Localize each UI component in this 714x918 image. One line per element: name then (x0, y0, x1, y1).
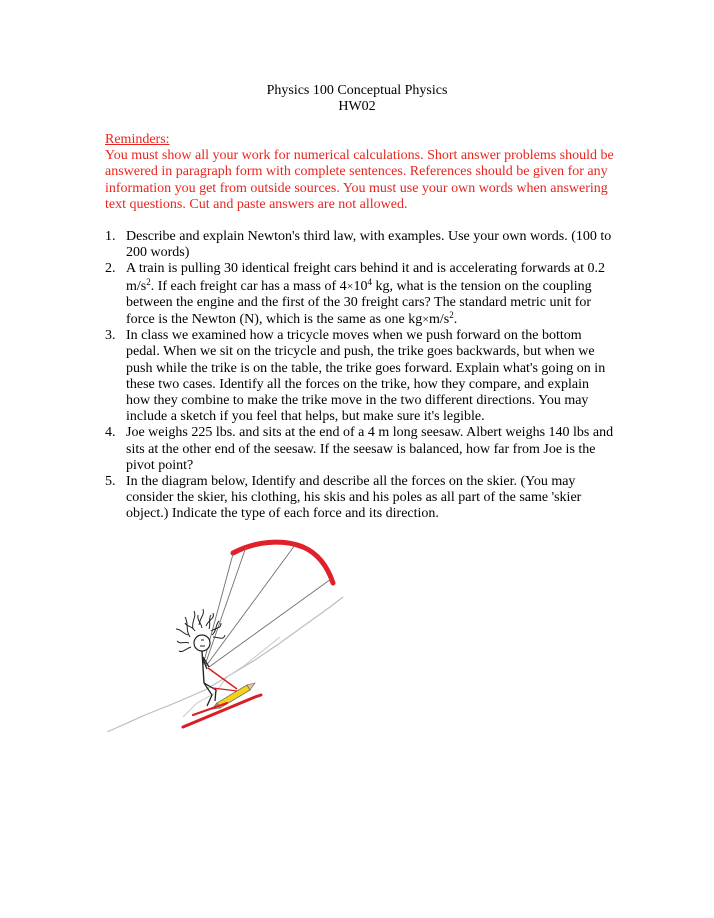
kite-line (205, 547, 246, 665)
question-text (126, 261, 615, 328)
question-number: 4. (105, 425, 116, 441)
skier-torso (202, 651, 204, 683)
question-text: In the diagram below, Identify and describe all the forces on the skier. (You may consider the skier, his clothing, his skis and his poles as all part of the same 'skier object.) Indicate the type of each force and its direction. (126, 474, 582, 522)
multiply-sign: × (346, 278, 354, 293)
skier-head (194, 635, 210, 651)
kite-canopy (233, 542, 333, 583)
ski (193, 703, 227, 715)
reminders-text: You must show all your work for numerical calculations. Short answer problems should be answered in paragraph form with complete sentences. References should be given for any information you get from outside sources. You must use your own words when answering text questions. Cut and paste answers are not allowed. (105, 148, 614, 212)
question-text-part: kg, what is the tension on the coupling between the engine and the first of the 30 freight cars? The standard metric unit for force is the Newton (N), which is the same as one kg (126, 278, 592, 328)
question-number: 3. (105, 328, 116, 344)
question-item (105, 425, 615, 474)
question-text-part: . (453, 312, 458, 328)
course-title: Physics 100 Conceptual Physics (266, 83, 448, 98)
question-item (105, 229, 615, 261)
question-text-part: m/s (429, 312, 450, 328)
question-text: Describe and explain Newton's third law, with examples. Use your own words. (100 to 200 words) (126, 229, 612, 261)
reminders-block (105, 132, 615, 213)
question-text-part: 10 (353, 278, 368, 294)
question-text-part: A train is pulling 30 identical freight cars behind it and is accelerating forwards at 0.2 m/s (126, 261, 605, 294)
exponent: 2 (449, 310, 454, 321)
question-number: 1. (105, 229, 116, 244)
multiply-sign: × (422, 312, 430, 327)
kite-line (209, 579, 331, 667)
question-item (105, 261, 615, 328)
slope-line (107, 597, 343, 732)
question-list (105, 229, 615, 523)
reminders-title: Reminders: (105, 132, 170, 147)
question-item (105, 474, 615, 523)
question-text: In class we examined how a tricycle moves when we push forward on the bottom pedal. When we sit on the tricycle and push, the trike goes backwards, but when we push while the trike is on the table, the trike goes forward. Explain what's going on in these two cases. Identify all the forces on the trike, how they compare, and explain how they combine to make the trike move in the two different directions. You may include a sketch if you feel that helps, but make sure it's legible. (126, 328, 606, 425)
document-header (0, 83, 714, 115)
question-item (105, 328, 615, 425)
exponent: 4 (367, 276, 372, 287)
question-text-part: . If each freight car has a mass of 4 (150, 278, 347, 294)
question-text: Joe weighs 225 lbs. and sits at the end of a 4 m long seesaw. Albert weighs 140 lbs and sits at the other end of the seesaw. If the seesaw is balanced, how far from Joe is the pivot point? (126, 425, 614, 473)
question-number: 5. (105, 474, 116, 490)
homework-title: HW02 (338, 99, 376, 115)
exponent: 2 (146, 276, 151, 287)
question-number: 2. (105, 261, 116, 277)
kite-skier-diagram (105, 525, 345, 732)
